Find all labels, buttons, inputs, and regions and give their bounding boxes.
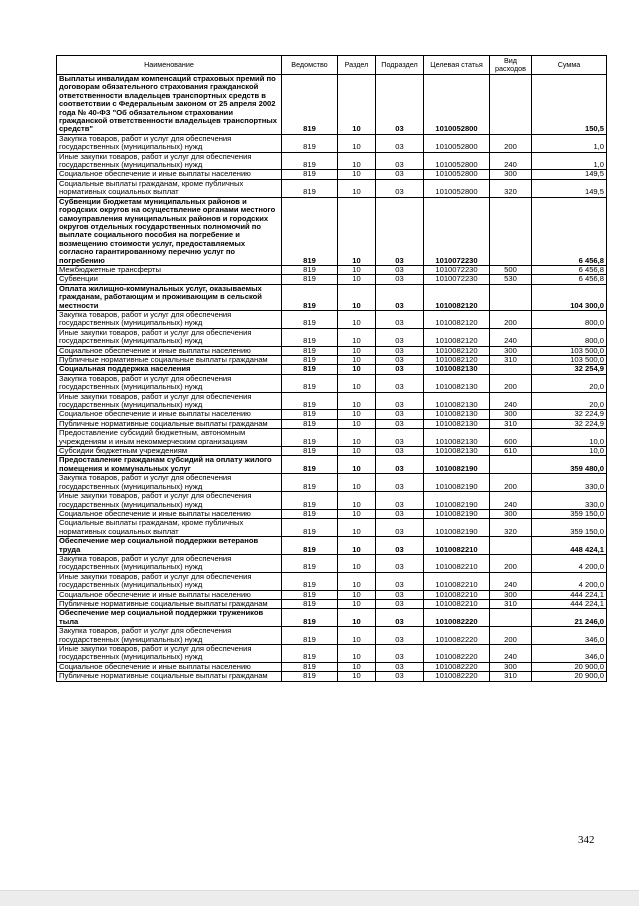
cell-sum: 1,0: [532, 134, 607, 152]
cell-sum: 444 224,1: [532, 599, 607, 608]
cell-dept: 819: [282, 152, 338, 170]
cell-sum: 359 150,0: [532, 509, 607, 518]
cell-target: 1010082190: [424, 474, 490, 492]
table-row: [57, 152, 607, 170]
cell-subsection: 03: [376, 537, 424, 555]
cell-subsection: 03: [376, 356, 424, 365]
cell-target: 1010082120: [424, 346, 490, 355]
cell-dept: 819: [282, 554, 338, 572]
cell-subsection: 03: [376, 627, 424, 645]
cell-target: 1010052800: [424, 152, 490, 170]
cell-section: 10: [338, 365, 376, 374]
cell-sum: 103 500,0: [532, 346, 607, 355]
cell-sum: 6 456,8: [532, 265, 607, 274]
cell-target: 1010072230: [424, 197, 490, 265]
cell-dept: 819: [282, 365, 338, 374]
cell-sum: 10,0: [532, 429, 607, 447]
cell-target: 1010052800: [424, 75, 490, 135]
cell-dept: 819: [282, 456, 338, 474]
cell-dept: 819: [282, 197, 338, 265]
cell-section: 10: [338, 590, 376, 599]
cell-exptype: 610: [490, 447, 532, 456]
cell-dept: 819: [282, 284, 338, 310]
cell-subsection: 03: [376, 392, 424, 410]
cell-name: Обеспечение мер социальной поддержки тружеников тыла: [57, 609, 282, 627]
cell-sum: 32 224,9: [532, 419, 607, 428]
table-row: [57, 519, 607, 537]
cell-target: 1010082120: [424, 284, 490, 310]
cell-name: Публичные нормативные социальные выплаты гражданам: [57, 599, 282, 608]
table-row: [57, 627, 607, 645]
cell-subsection: 03: [376, 365, 424, 374]
cell-dept: 819: [282, 374, 338, 392]
cell-target: 1010072230: [424, 265, 490, 274]
cell-section: 10: [338, 284, 376, 310]
cell-subsection: 03: [376, 284, 424, 310]
table-row: [57, 429, 607, 447]
cell-name: Публичные нормативные социальные выплаты гражданам: [57, 419, 282, 428]
header-sum: Сумма: [532, 56, 607, 75]
cell-target: 1010082130: [424, 392, 490, 410]
cell-exptype: [490, 456, 532, 474]
cell-section: 10: [338, 75, 376, 135]
cell-dept: 819: [282, 410, 338, 419]
cell-dept: 819: [282, 537, 338, 555]
cell-name: Межбюджетные трансферты: [57, 265, 282, 274]
cell-exptype: 320: [490, 179, 532, 197]
cell-section: 10: [338, 627, 376, 645]
cell-name: Закупка товаров, работ и услуг для обеспечения государственных (муниципальных) нужд: [57, 474, 282, 492]
cell-sum: 800,0: [532, 310, 607, 328]
cell-sum: 330,0: [532, 492, 607, 510]
table-row: [57, 410, 607, 419]
cell-sum: 20 900,0: [532, 672, 607, 681]
cell-section: 10: [338, 419, 376, 428]
cell-exptype: 320: [490, 519, 532, 537]
cell-name: Субвенции: [57, 275, 282, 284]
table-row: [57, 310, 607, 328]
cell-section: 10: [338, 429, 376, 447]
table-row: [57, 275, 607, 284]
cell-sum: 444 224,1: [532, 590, 607, 599]
cell-exptype: 200: [490, 554, 532, 572]
cell-exptype: 240: [490, 392, 532, 410]
table-body: [57, 75, 607, 682]
cell-sum: 149,5: [532, 179, 607, 197]
table-row: [57, 284, 607, 310]
cell-dept: 819: [282, 599, 338, 608]
cell-target: 1010082120: [424, 328, 490, 346]
cell-target: 1010082220: [424, 609, 490, 627]
cell-exptype: 300: [490, 170, 532, 179]
cell-subsection: 03: [376, 554, 424, 572]
cell-exptype: [490, 537, 532, 555]
cell-dept: 819: [282, 75, 338, 135]
cell-subsection: 03: [376, 170, 424, 179]
cell-subsection: 03: [376, 474, 424, 492]
bottom-strip: [0, 890, 639, 906]
cell-sum: 800,0: [532, 328, 607, 346]
cell-sum: 4 200,0: [532, 572, 607, 590]
cell-name: Социальные выплаты гражданам, кроме публичных нормативных социальных выплат: [57, 179, 282, 197]
cell-sum: 20,0: [532, 392, 607, 410]
cell-section: 10: [338, 645, 376, 663]
cell-name: Иные закупки товаров, работ и услуг для обеспечения государственных (муниципальных) нужд: [57, 572, 282, 590]
cell-subsection: 03: [376, 447, 424, 456]
cell-dept: 819: [282, 590, 338, 599]
cell-subsection: 03: [376, 572, 424, 590]
cell-target: 1010082210: [424, 599, 490, 608]
cell-sum: 359 480,0: [532, 456, 607, 474]
cell-subsection: 03: [376, 328, 424, 346]
cell-exptype: 300: [490, 346, 532, 355]
cell-subsection: 03: [376, 179, 424, 197]
table-row: [57, 672, 607, 681]
cell-target: 1010082220: [424, 672, 490, 681]
cell-name: Предоставление субсидий бюджетным, автономным учреждениям и иным некоммерческим организациям: [57, 429, 282, 447]
cell-section: 10: [338, 328, 376, 346]
table-row: [57, 456, 607, 474]
cell-target: 1010082190: [424, 519, 490, 537]
cell-dept: 819: [282, 492, 338, 510]
cell-target: 1010082210: [424, 554, 490, 572]
cell-dept: 819: [282, 662, 338, 671]
table-row: [57, 554, 607, 572]
cell-section: 10: [338, 537, 376, 555]
cell-name: Закупка товаров, работ и услуг для обеспечения государственных (муниципальных) нужд: [57, 374, 282, 392]
cell-section: 10: [338, 152, 376, 170]
cell-exptype: 310: [490, 419, 532, 428]
cell-name: Социальная поддержка населения: [57, 365, 282, 374]
cell-section: 10: [338, 392, 376, 410]
cell-sum: 150,5: [532, 75, 607, 135]
cell-dept: 819: [282, 429, 338, 447]
cell-section: 10: [338, 275, 376, 284]
cell-exptype: 240: [490, 572, 532, 590]
cell-dept: 819: [282, 627, 338, 645]
cell-subsection: 03: [376, 645, 424, 663]
cell-exptype: [490, 365, 532, 374]
cell-subsection: 03: [376, 152, 424, 170]
cell-name: Публичные нормативные социальные выплаты гражданам: [57, 356, 282, 365]
cell-dept: 819: [282, 275, 338, 284]
cell-subsection: 03: [376, 599, 424, 608]
cell-exptype: 300: [490, 509, 532, 518]
cell-name: Социальное обеспечение и иные выплаты населению: [57, 170, 282, 179]
cell-target: 1010082130: [424, 410, 490, 419]
cell-dept: 819: [282, 265, 338, 274]
cell-sum: 149,5: [532, 170, 607, 179]
cell-exptype: 500: [490, 265, 532, 274]
cell-dept: 819: [282, 645, 338, 663]
cell-name: Социальное обеспечение и иные выплаты населению: [57, 346, 282, 355]
cell-subsection: 03: [376, 419, 424, 428]
cell-exptype: 300: [490, 662, 532, 671]
table-row: [57, 537, 607, 555]
cell-name: Обеспечение мер социальной поддержки ветеранов труда: [57, 537, 282, 555]
cell-section: 10: [338, 356, 376, 365]
cell-target: 1010082190: [424, 492, 490, 510]
table-row: [57, 75, 607, 135]
cell-exptype: [490, 284, 532, 310]
cell-exptype: 240: [490, 328, 532, 346]
cell-exptype: 200: [490, 134, 532, 152]
table-row: [57, 609, 607, 627]
cell-target: 1010082220: [424, 627, 490, 645]
cell-sum: 21 246,0: [532, 609, 607, 627]
cell-sum: 4 200,0: [532, 554, 607, 572]
cell-dept: 819: [282, 310, 338, 328]
cell-name: Иные закупки товаров, работ и услуг для обеспечения государственных (муниципальных) нужд: [57, 328, 282, 346]
table-row: [57, 265, 607, 274]
cell-dept: 819: [282, 328, 338, 346]
cell-name: Иные закупки товаров, работ и услуг для обеспечения государственных (муниципальных) нужд: [57, 492, 282, 510]
cell-subsection: 03: [376, 275, 424, 284]
table-row: [57, 179, 607, 197]
header-dept: Ведомство: [282, 56, 338, 75]
header-section: Раздел: [338, 56, 376, 75]
cell-subsection: 03: [376, 519, 424, 537]
cell-section: 10: [338, 374, 376, 392]
cell-exptype: 200: [490, 627, 532, 645]
cell-section: 10: [338, 179, 376, 197]
cell-subsection: 03: [376, 75, 424, 135]
table-row: [57, 492, 607, 510]
cell-target: 1010082130: [424, 429, 490, 447]
cell-dept: 819: [282, 346, 338, 355]
cell-subsection: 03: [376, 410, 424, 419]
cell-target: 1010082190: [424, 456, 490, 474]
cell-section: 10: [338, 572, 376, 590]
cell-subsection: 03: [376, 346, 424, 355]
cell-subsection: 03: [376, 456, 424, 474]
cell-section: 10: [338, 456, 376, 474]
cell-subsection: 03: [376, 609, 424, 627]
cell-name: Закупка товаров, работ и услуг для обеспечения государственных (муниципальных) нужд: [57, 134, 282, 152]
cell-name: Закупка товаров, работ и услуг для обеспечения государственных (муниципальных) нужд: [57, 310, 282, 328]
cell-target: 1010082120: [424, 356, 490, 365]
cell-target: 1010082130: [424, 374, 490, 392]
cell-sum: 6 456,8: [532, 275, 607, 284]
cell-exptype: 300: [490, 590, 532, 599]
cell-target: 1010082220: [424, 645, 490, 663]
cell-target: 1010052800: [424, 170, 490, 179]
cell-name: Субсидии бюджетным учреждениям: [57, 447, 282, 456]
cell-sum: 20,0: [532, 374, 607, 392]
cell-sum: 6 456,8: [532, 197, 607, 265]
cell-subsection: 03: [376, 672, 424, 681]
cell-sum: 330,0: [532, 474, 607, 492]
cell-exptype: [490, 609, 532, 627]
cell-name: Социальное обеспечение и иные выплаты населению: [57, 509, 282, 518]
cell-sum: 103 500,0: [532, 356, 607, 365]
cell-section: 10: [338, 134, 376, 152]
cell-section: 10: [338, 310, 376, 328]
cell-section: 10: [338, 662, 376, 671]
cell-dept: 819: [282, 419, 338, 428]
header-subsection: Подраздел: [376, 56, 424, 75]
cell-section: 10: [338, 492, 376, 510]
cell-sum: 32 224,9: [532, 410, 607, 419]
cell-sum: 10,0: [532, 447, 607, 456]
cell-sum: 1,0: [532, 152, 607, 170]
cell-name: Социальное обеспечение и иные выплаты населению: [57, 410, 282, 419]
cell-sum: 104 300,0: [532, 284, 607, 310]
header-target: Целевая статья: [424, 56, 490, 75]
cell-exptype: 240: [490, 645, 532, 663]
cell-target: 1010082190: [424, 509, 490, 518]
table-header-row: [57, 56, 607, 75]
cell-section: 10: [338, 410, 376, 419]
cell-sum: 20 900,0: [532, 662, 607, 671]
cell-dept: 819: [282, 572, 338, 590]
cell-dept: 819: [282, 672, 338, 681]
table-row: [57, 197, 607, 265]
cell-dept: 819: [282, 134, 338, 152]
cell-exptype: 530: [490, 275, 532, 284]
cell-name: Иные закупки товаров, работ и услуг для обеспечения государственных (муниципальных) нужд: [57, 392, 282, 410]
cell-name: Публичные нормативные социальные выплаты гражданам: [57, 672, 282, 681]
cell-name: Иные закупки товаров, работ и услуг для обеспечения государственных (муниципальных) нужд: [57, 152, 282, 170]
cell-section: 10: [338, 672, 376, 681]
cell-subsection: 03: [376, 197, 424, 265]
cell-dept: 819: [282, 392, 338, 410]
cell-dept: 819: [282, 609, 338, 627]
header-exptype: Вид расходов: [490, 56, 532, 75]
cell-subsection: 03: [376, 509, 424, 518]
cell-target: 1010082210: [424, 537, 490, 555]
cell-section: 10: [338, 265, 376, 274]
cell-exptype: 240: [490, 492, 532, 510]
cell-name: Закупка товаров, работ и услуг для обеспечения государственных (муниципальных) нужд: [57, 627, 282, 645]
cell-subsection: 03: [376, 374, 424, 392]
cell-section: 10: [338, 474, 376, 492]
cell-section: 10: [338, 346, 376, 355]
cell-name: Закупка товаров, работ и услуг для обеспечения государственных (муниципальных) нужд: [57, 554, 282, 572]
cell-exptype: 310: [490, 599, 532, 608]
cell-target: 1010082210: [424, 590, 490, 599]
cell-dept: 819: [282, 356, 338, 365]
cell-target: 1010052800: [424, 179, 490, 197]
cell-dept: 819: [282, 447, 338, 456]
cell-exptype: 300: [490, 410, 532, 419]
cell-target: 1010082210: [424, 572, 490, 590]
table-row: [57, 134, 607, 152]
cell-subsection: 03: [376, 590, 424, 599]
table-row: [57, 328, 607, 346]
header-name: Наименование: [57, 56, 282, 75]
cell-section: 10: [338, 554, 376, 572]
cell-exptype: 310: [490, 356, 532, 365]
budget-table: [56, 55, 607, 682]
cell-sum: 346,0: [532, 645, 607, 663]
table-row: [57, 474, 607, 492]
cell-target: 1010052800: [424, 134, 490, 152]
cell-section: 10: [338, 519, 376, 537]
cell-name: Предоставление гражданам субсидий на оплату жилого помещения и коммунальных услуг: [57, 456, 282, 474]
cell-name: Социальные выплаты гражданам, кроме публичных нормативных социальных выплат: [57, 519, 282, 537]
cell-subsection: 03: [376, 662, 424, 671]
cell-exptype: 600: [490, 429, 532, 447]
cell-name: Оплата жилищно-коммунальных услуг, оказываемых гражданам, работающим и проживающим в сельской местности: [57, 284, 282, 310]
page-number: 342: [578, 834, 595, 846]
cell-name: Субвенции бюджетам муниципальных районов и городских округов на осуществление органами местного самоуправления муниципальных районов и городских округов отдельных государственных полномочий по выплате социального пособия на погребение и возмещению стоимости услуг, предоставляемых согласно гарантированному перечню услуг по погребению: [57, 197, 282, 265]
cell-dept: 819: [282, 509, 338, 518]
cell-exptype: 200: [490, 474, 532, 492]
cell-section: 10: [338, 599, 376, 608]
cell-name: Социальное обеспечение и иные выплаты населению: [57, 590, 282, 599]
cell-dept: 819: [282, 519, 338, 537]
cell-section: 10: [338, 509, 376, 518]
cell-subsection: 03: [376, 265, 424, 274]
cell-target: 1010072230: [424, 275, 490, 284]
table-row: [57, 374, 607, 392]
cell-target: 1010082120: [424, 310, 490, 328]
table-row: [57, 170, 607, 179]
cell-dept: 819: [282, 179, 338, 197]
cell-sum: 32 254,9: [532, 365, 607, 374]
cell-target: 1010082130: [424, 365, 490, 374]
cell-exptype: 310: [490, 672, 532, 681]
cell-name: Выплаты инвалидам компенсаций страховых премий по договорам обязательного страхования гражданской ответственности владельцев транспортных средств в соответствии с Федеральным законом от 25 апреля 2002 года № 40-ФЗ "Об обязательном страховании гражданской ответственности владельцев транспортных средств": [57, 75, 282, 135]
cell-exptype: [490, 75, 532, 135]
cell-exptype: 200: [490, 310, 532, 328]
cell-sum: 359 150,0: [532, 519, 607, 537]
cell-section: 10: [338, 197, 376, 265]
cell-exptype: 200: [490, 374, 532, 392]
cell-target: 1010082220: [424, 662, 490, 671]
table-row: [57, 645, 607, 663]
table-row: [57, 572, 607, 590]
cell-dept: 819: [282, 474, 338, 492]
cell-subsection: 03: [376, 492, 424, 510]
cell-dept: 819: [282, 170, 338, 179]
cell-section: 10: [338, 609, 376, 627]
cell-target: 1010082130: [424, 419, 490, 428]
table-row: [57, 392, 607, 410]
cell-sum: 448 424,1: [532, 537, 607, 555]
cell-name: Социальное обеспечение и иные выплаты населению: [57, 662, 282, 671]
cell-subsection: 03: [376, 310, 424, 328]
cell-exptype: [490, 197, 532, 265]
cell-section: 10: [338, 170, 376, 179]
cell-subsection: 03: [376, 429, 424, 447]
cell-sum: 346,0: [532, 627, 607, 645]
cell-subsection: 03: [376, 134, 424, 152]
cell-name: Иные закупки товаров, работ и услуг для обеспечения государственных (муниципальных) нужд: [57, 645, 282, 663]
cell-section: 10: [338, 447, 376, 456]
cell-exptype: 240: [490, 152, 532, 170]
table-row: [57, 365, 607, 374]
cell-target: 1010082130: [424, 447, 490, 456]
